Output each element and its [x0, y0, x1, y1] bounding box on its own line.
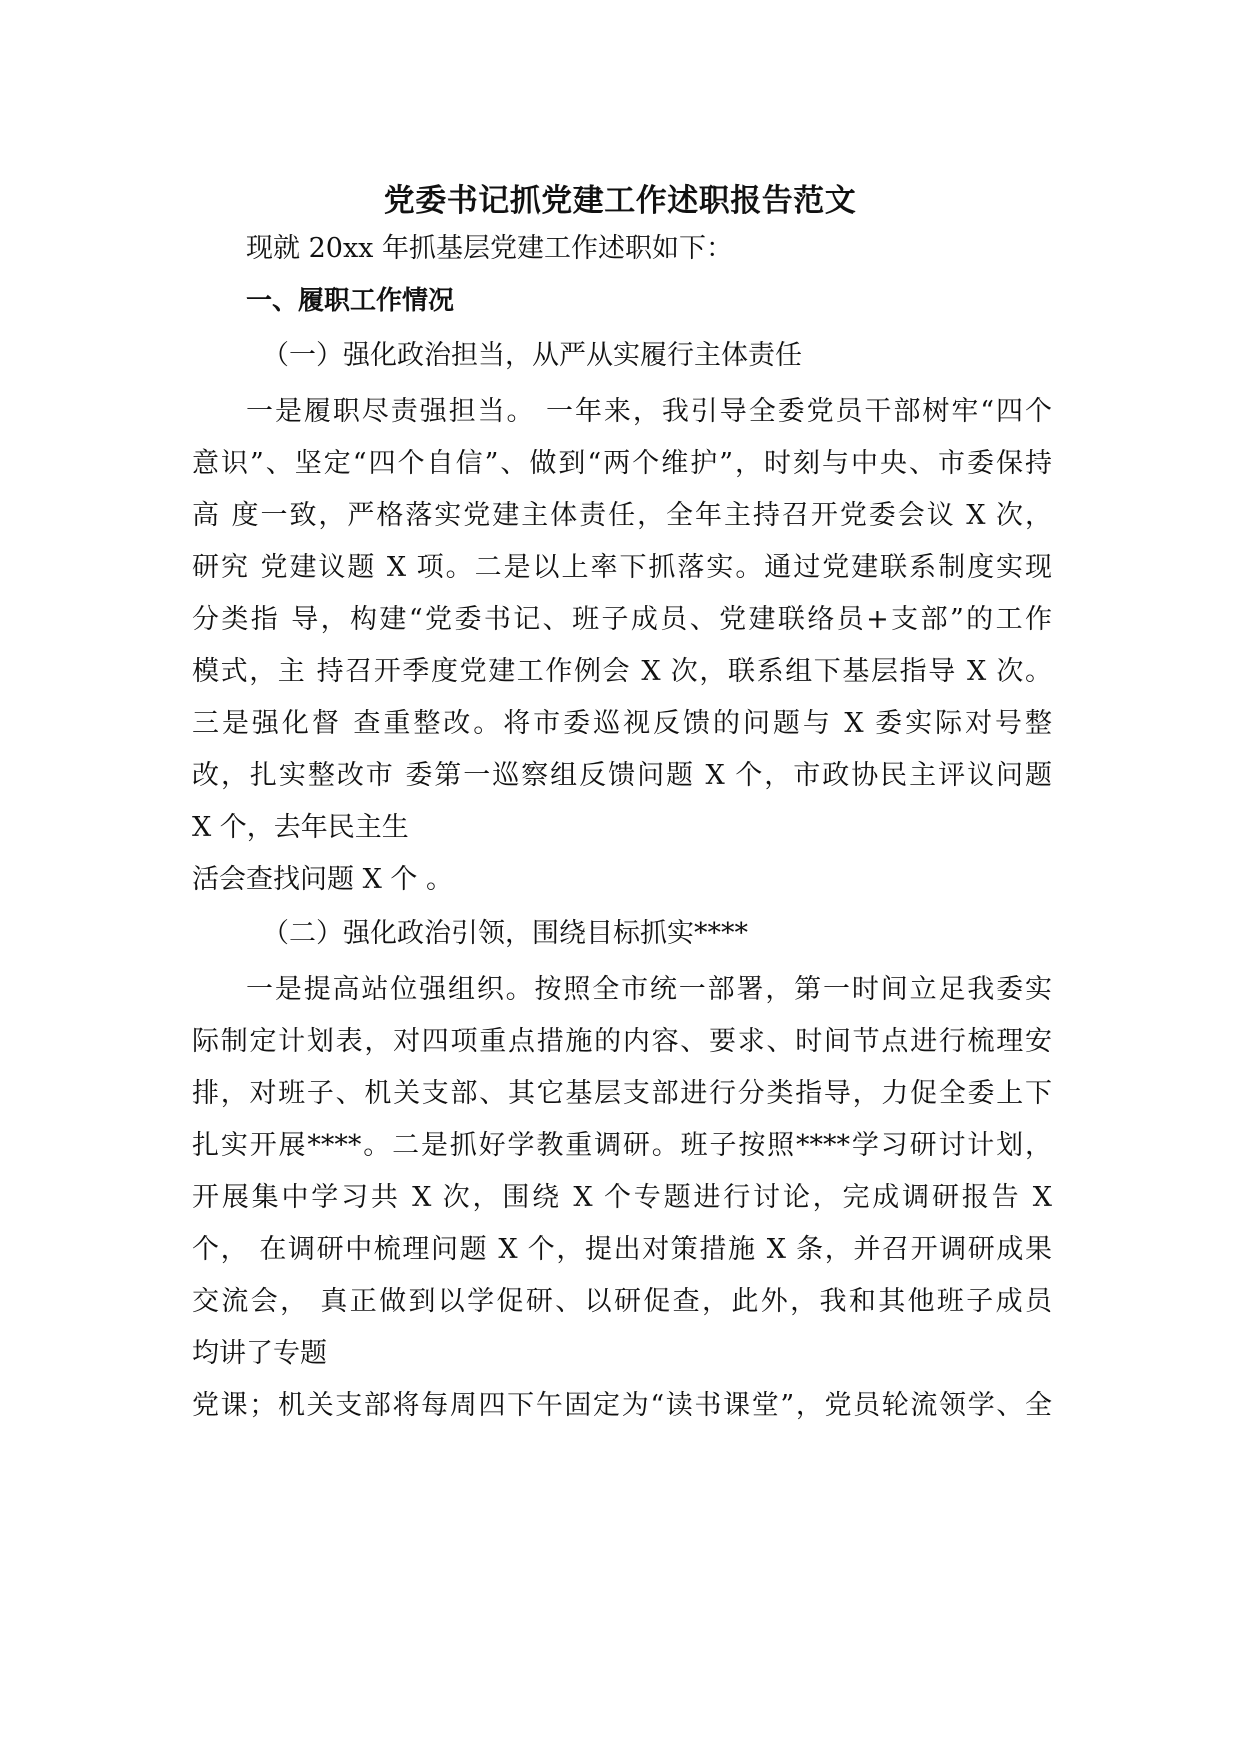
paragraph-line: 改，扎实整改市 委第一巡察组反馈问题 X 个，市政协民主评议问题: [192, 760, 1052, 791]
paragraph-line: 均讲了专题: [192, 1338, 327, 1369]
paragraph-line: 扎实开展****。二是抓好学教重调研。班子按照****学习研讨计划，: [192, 1130, 1052, 1161]
paragraph-line: 一是提高站位强组织。按照全市统一部署，第一时间立足我委实: [246, 974, 1052, 1005]
paragraph-line: 意识”、坚定“四个自信”、做到“两个维护”，时刻与中央、市委保持: [192, 448, 1052, 479]
document-title: 党委书记抓党建工作述职报告范文: [383, 183, 857, 219]
section-heading-1: 一、履职工作情况: [246, 286, 455, 316]
paragraph-line: 三是强化督 查重整改。将市委巡视反馈的问题与 X 委实际对号整: [192, 708, 1052, 739]
paragraph-line: 高 度一致，严格落实党建主体责任，全年主持召开党委会议 X 次，: [192, 500, 1052, 531]
paragraph-line: 排，对班子、机关支部、其它基层支部进行分类指导，力促全委上下: [192, 1078, 1052, 1109]
paragraph-line: 模式，主 持召开季度党建工作例会 X 次，联系组下基层指导 X 次。: [192, 656, 1052, 687]
paragraph-line: 一是履职尽责强担当。 一年来，我引导全委党员干部树牢“四个: [246, 396, 1052, 427]
paragraph-line: 党课；机关支部将每周四下午固定为“读书课堂”，党员轮流领学、全: [192, 1390, 1052, 1421]
paragraph-line: 研究 党建议题 X 项。二是以上率下抓落实。通过党建联系制度实现: [192, 552, 1052, 583]
paragraph-line: 活会查找问题 X 个 。: [192, 864, 453, 895]
paragraph-line: 际制定计划表，对四项重点措施的内容、要求、时间节点进行梳理安: [192, 1026, 1052, 1057]
paragraph-line: 交流会， 真正做到以学促研、以研促查，此外，我和其他班子成员: [192, 1286, 1052, 1317]
subsection-heading-2: （二）强化政治引领，围绕目标抓实****: [262, 918, 748, 949]
paragraph-line: 开展集中学习共 X 次，围绕 X 个专题进行讨论，完成调研报告 X: [192, 1182, 1052, 1213]
intro-paragraph: 现就 20xx 年抓基层党建工作述职如下：: [246, 233, 733, 264]
subsection-heading-1: （一）强化政治担当，从严从实履行主体责任: [262, 340, 802, 371]
paragraph-line: 个， 在调研中梳理问题 X 个，提出对策措施 X 条，并召开调研成果: [192, 1234, 1052, 1265]
paragraph-line: 分类指 导，构建“党委书记、班子成员、党建联络员+支部”的工作: [192, 604, 1052, 635]
paragraph-line: X 个，去年民主生: [192, 812, 409, 843]
